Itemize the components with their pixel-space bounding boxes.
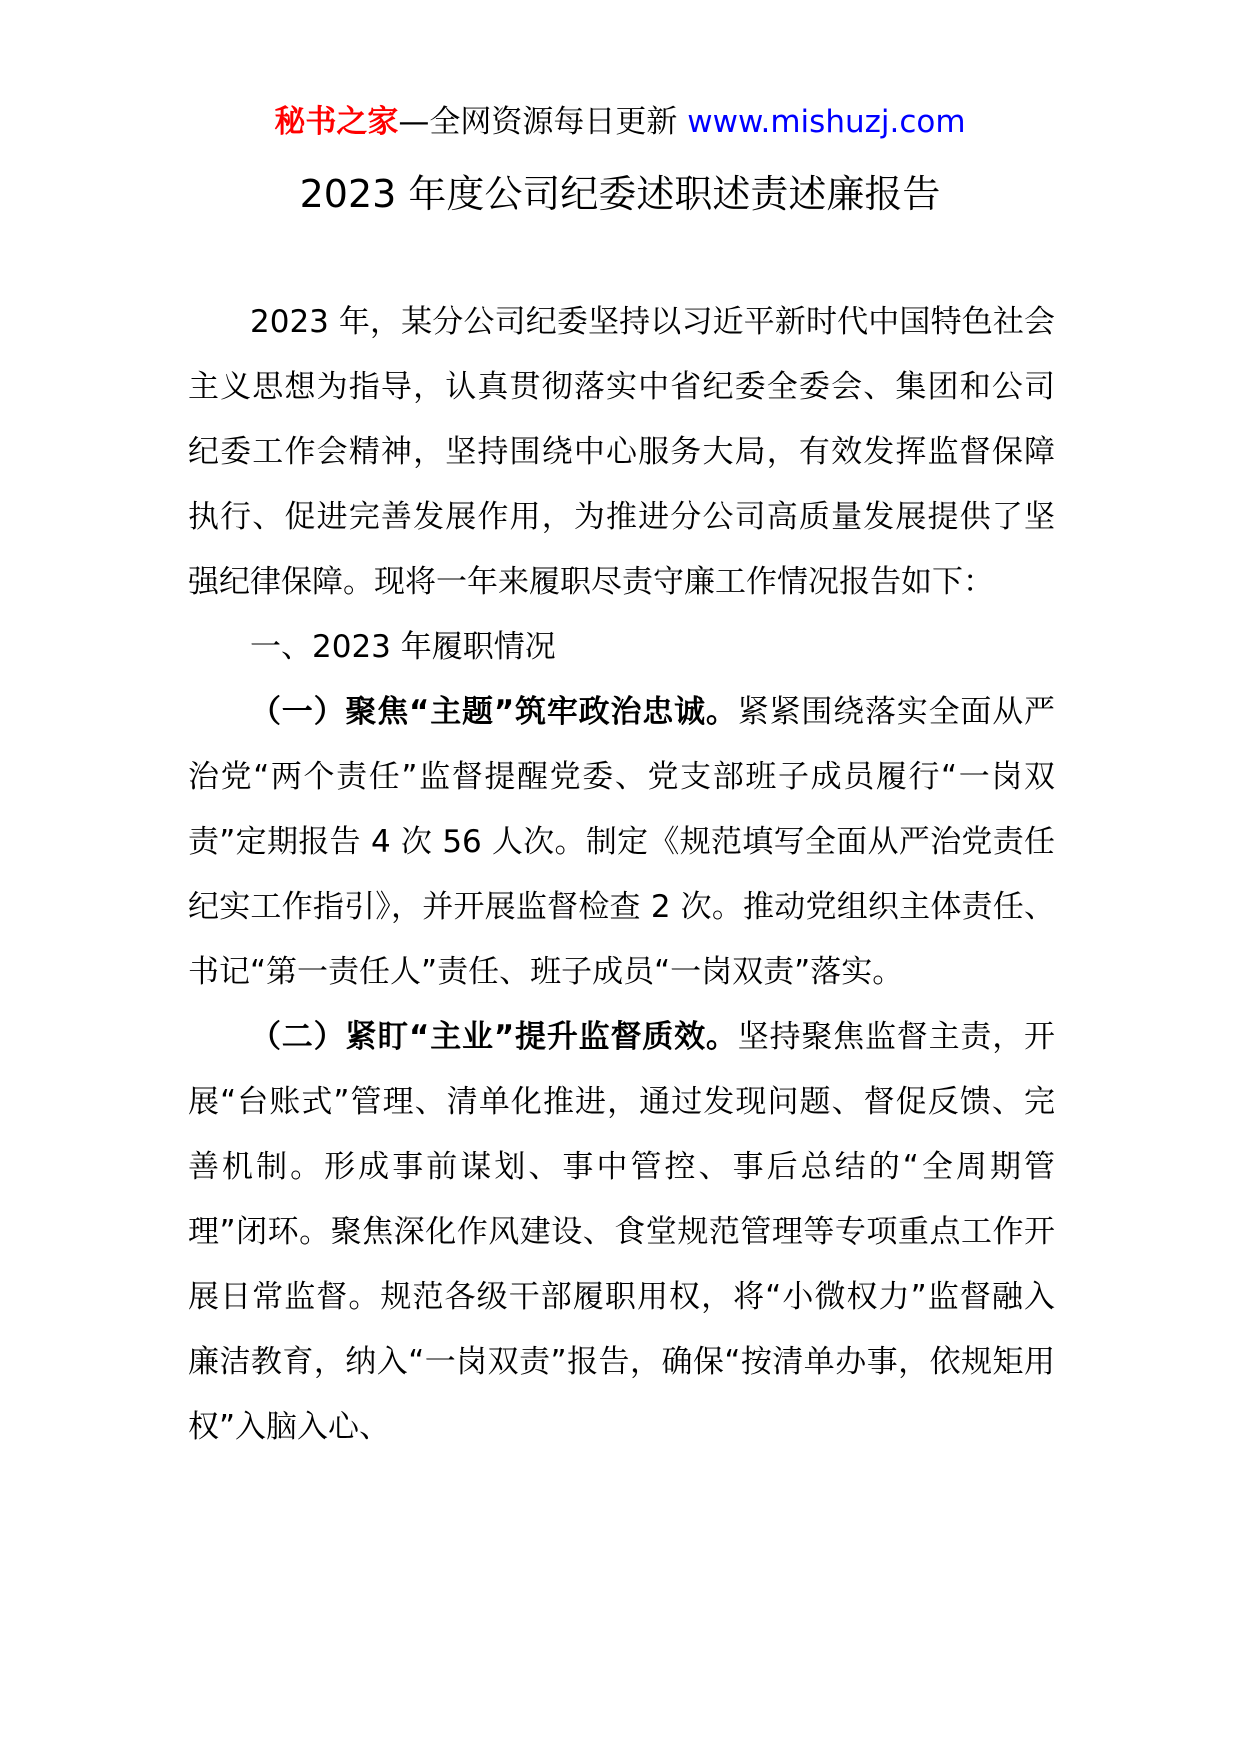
- site-url-link[interactable]: www.mishuzj.com: [687, 104, 966, 140]
- document-body: [188, 290, 1055, 1460]
- header-tagline: —全网资源每日更新: [398, 104, 688, 140]
- item-paragraph-1: [188, 680, 1055, 1005]
- site-header: [0, 100, 1240, 144]
- intro-paragraph: 2023 年，某分公司纪委坚持以习近平新时代中国特色社会主义思想为指导，认真贯彻落实中省纪委全委会、集团和公司纪委工作会精神，坚持围绕中心服务大局，有效发挥监督保障执行、促进完善发展作用，为推进分公司高质量发展提供了坚强纪律保障。现将一年来履职尽责守廉工作情况报告如下：: [188, 304, 1055, 600]
- document-title: 2023 年度公司纪委述职述责述廉报告: [299, 172, 941, 216]
- item-paragraph-2: [188, 1005, 1055, 1460]
- item-text-1: 紧紧围绕落实全面从严治党“两个责任”监督提醒党委、党支部班子成员履行“一岗双责”定期报告 4 次 56 人次。制定《规范填写全面从严治党责任纪实工作指引》，并开展监督检查 2 次。推动党组织主体责任、书记“第一责任人”责任、班子成员“一岗双责”落实。: [188, 694, 1056, 990]
- item-lead-1: （一）聚焦“主题”筑牢政治忠诚。: [250, 694, 738, 730]
- item-lead-2: （二）紧盯“主业”提升监督质效。: [250, 1019, 738, 1055]
- brand-name: 秘书之家: [274, 104, 399, 140]
- item-text-2: 坚持聚焦监督主责，开展“台账式”管理、清单化推进，通过发现问题、督促反馈、完善机制。形成事前谋划、事中管控、事后总结的“全周期管理”闭环。聚焦深化作风建设、食堂规范管理等专项重点工作开展日常监督。规范各级干部履职用权，将“小微权力”监督融入廉洁教育，纳入“一岗双责”报告，确保“按清单办事，依规矩用权”入脑入心、: [188, 1019, 1056, 1445]
- section-heading: 一、2023 年履职情况: [250, 629, 556, 665]
